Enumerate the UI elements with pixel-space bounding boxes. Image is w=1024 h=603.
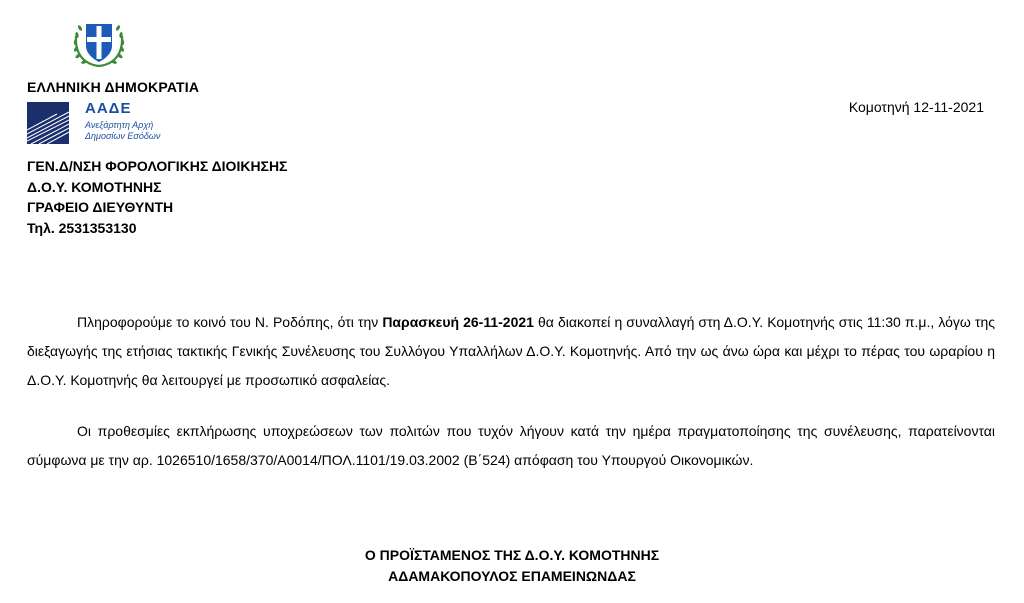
- signature-title: Ο ΠΡΟΪΣΤΑΜΕΝΟΣ ΤΗΣ Δ.Ο.Υ. ΚΟΜΟΤΗΝΗΣ: [364, 547, 660, 563]
- p1-highlight-date: Παρασκευή 26-11-2021: [382, 314, 534, 330]
- aade-subtitle-line1: Ανεξάρτητη Αρχή: [85, 120, 154, 130]
- signature-block: [0, 545, 1024, 587]
- aade-logo-icon: [27, 102, 69, 144]
- greek-state-emblem-icon: [72, 16, 126, 70]
- p1-text-before: Πληροφορούμε το κοινό του Ν. Ροδόπης, ότι την: [77, 314, 383, 330]
- office-block: [27, 156, 287, 238]
- office-phone: Τηλ. 2531353130: [27, 219, 137, 236]
- aade-subtitle-line2: Δημοσίων Εσόδων: [85, 131, 161, 141]
- body-paragraph-2: Οι προθεσμίες εκπλήρωσης υποχρεώσεων των πολιτών που τυχόν λήγουν κατά την ημέρα πραγματοποίησης της συνέλευσης, παρατείνονται σύμφωνα με την αρ. 1026510/1658/370/Α0014/ΠΟΛ.1101/19.03.2002 (Β΄524) απόφαση του Υπουργού Οικονομικών.: [27, 423, 995, 468]
- office-director: ΓΡΑΦΕΙΟ ΔΙΕΥΘΥΝΤΗ: [27, 199, 174, 215]
- office-tax-office: Δ.Ο.Υ. ΚΟΜΟΤΗΝΗΣ: [27, 178, 162, 195]
- document-date: Κομοτηνή 12-11-2021: [848, 99, 984, 115]
- office-directorate: ΓΕΝ.Δ/ΝΣΗ ΦΟΡΟΛΟΓΙΚΗΣ ΔΙΟΙΚΗΣΗΣ: [27, 158, 288, 174]
- signature-name: ΑΔΑΜΑΚΟΠΟΥΛΟΣ ΕΠΑΜΕΙΝΩΝΔΑΣ: [388, 568, 636, 584]
- aade-name: ΑΑΔΕ: [85, 100, 132, 117]
- p1-text-after: θα διακοπεί η συναλλαγή στη Δ.Ο.Υ. Κομοτηνής στις 11:30 π.μ., λόγω της διεξαγωγής της ετήσιας τακτικής Γενικής Συνέλευσης του Συλλόγου Υπαλλήλων Δ.Ο.Υ. Κομοτηνής. Από την ως άνω ώρα και μέχρι το πέρας του ωραρίου η Δ.Ο.Υ. Κομοτηνής θα λειτουργεί με προσωπικό ασφαλείας.: [27, 314, 995, 388]
- republic-heading: ΕΛΛΗΝΙΚΗ ΔΗΜΟΚΡΑΤΙΑ: [27, 79, 200, 95]
- aade-logo: [27, 100, 197, 146]
- body-paragraph-1: [27, 308, 995, 395]
